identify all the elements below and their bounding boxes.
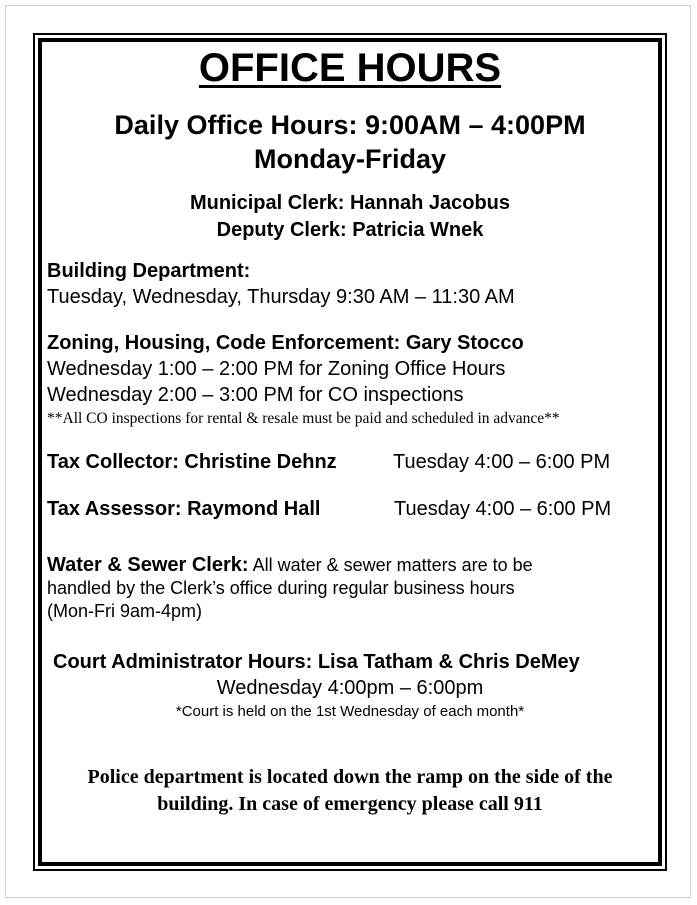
office-days: Monday-Friday [253,144,447,174]
deputy-clerk: Deputy Clerk: Patricia Wnek [216,219,484,241]
water-sewer-text: All water & sewer matters are to be [248,555,533,575]
tax-collector-hours: Tuesday 4:00 – 6:00 PM [393,451,611,473]
municipal-clerk: Municipal Clerk: Hannah Jacobus [189,192,511,214]
water-sewer-line2: handled by the Clerk’s office during regular business hours [47,578,515,598]
zoning-hours: Wednesday 1:00 – 2:00 PM for Zoning Office Hours [47,358,506,380]
co-inspection-hours: Wednesday 2:00 – 3:00 PM for CO inspections [47,384,464,406]
police-notice-line2: building. In case of emergency please call 911 [157,793,543,815]
police-notice-line1: Police department is located down the ramp on the side of the [87,766,613,788]
water-sewer-line1 [47,554,533,577]
co-inspection-note: **All CO inspections for rental & resale must be paid and scheduled in advance** [47,410,560,427]
zoning-heading: Zoning, Housing, Code Enforcement: Gary Stocco [47,332,524,354]
daily-office-hours: Daily Office Hours: 9:00AM – 4:00PM [114,110,586,140]
water-sewer-line3: (Mon-Fri 9am-4pm) [47,601,203,621]
court-hours: Wednesday 4:00pm – 6:00pm [216,677,484,699]
building-department-heading: Building Department: [47,260,251,282]
court-administrator-heading: Court Administrator Hours: Lisa Tatham & Chris DeMey [53,651,580,673]
water-sewer-label: Water & Sewer Clerk: [47,554,249,576]
court-note: *Court is held on the 1st Wednesday of each month* [175,703,525,720]
building-department-hours: Tuesday, Wednesday, Thursday 9:30 AM – 11:30 AM [47,286,515,308]
page-title: OFFICE HOURS [198,46,502,90]
police-notice [38,764,662,818]
tax-assessor-label: Tax Assessor: Raymond Hall [47,498,321,520]
tax-assessor-hours: Tuesday 4:00 – 6:00 PM [394,498,612,520]
tax-collector-label: Tax Collector: Christine Dehnz [47,451,337,473]
